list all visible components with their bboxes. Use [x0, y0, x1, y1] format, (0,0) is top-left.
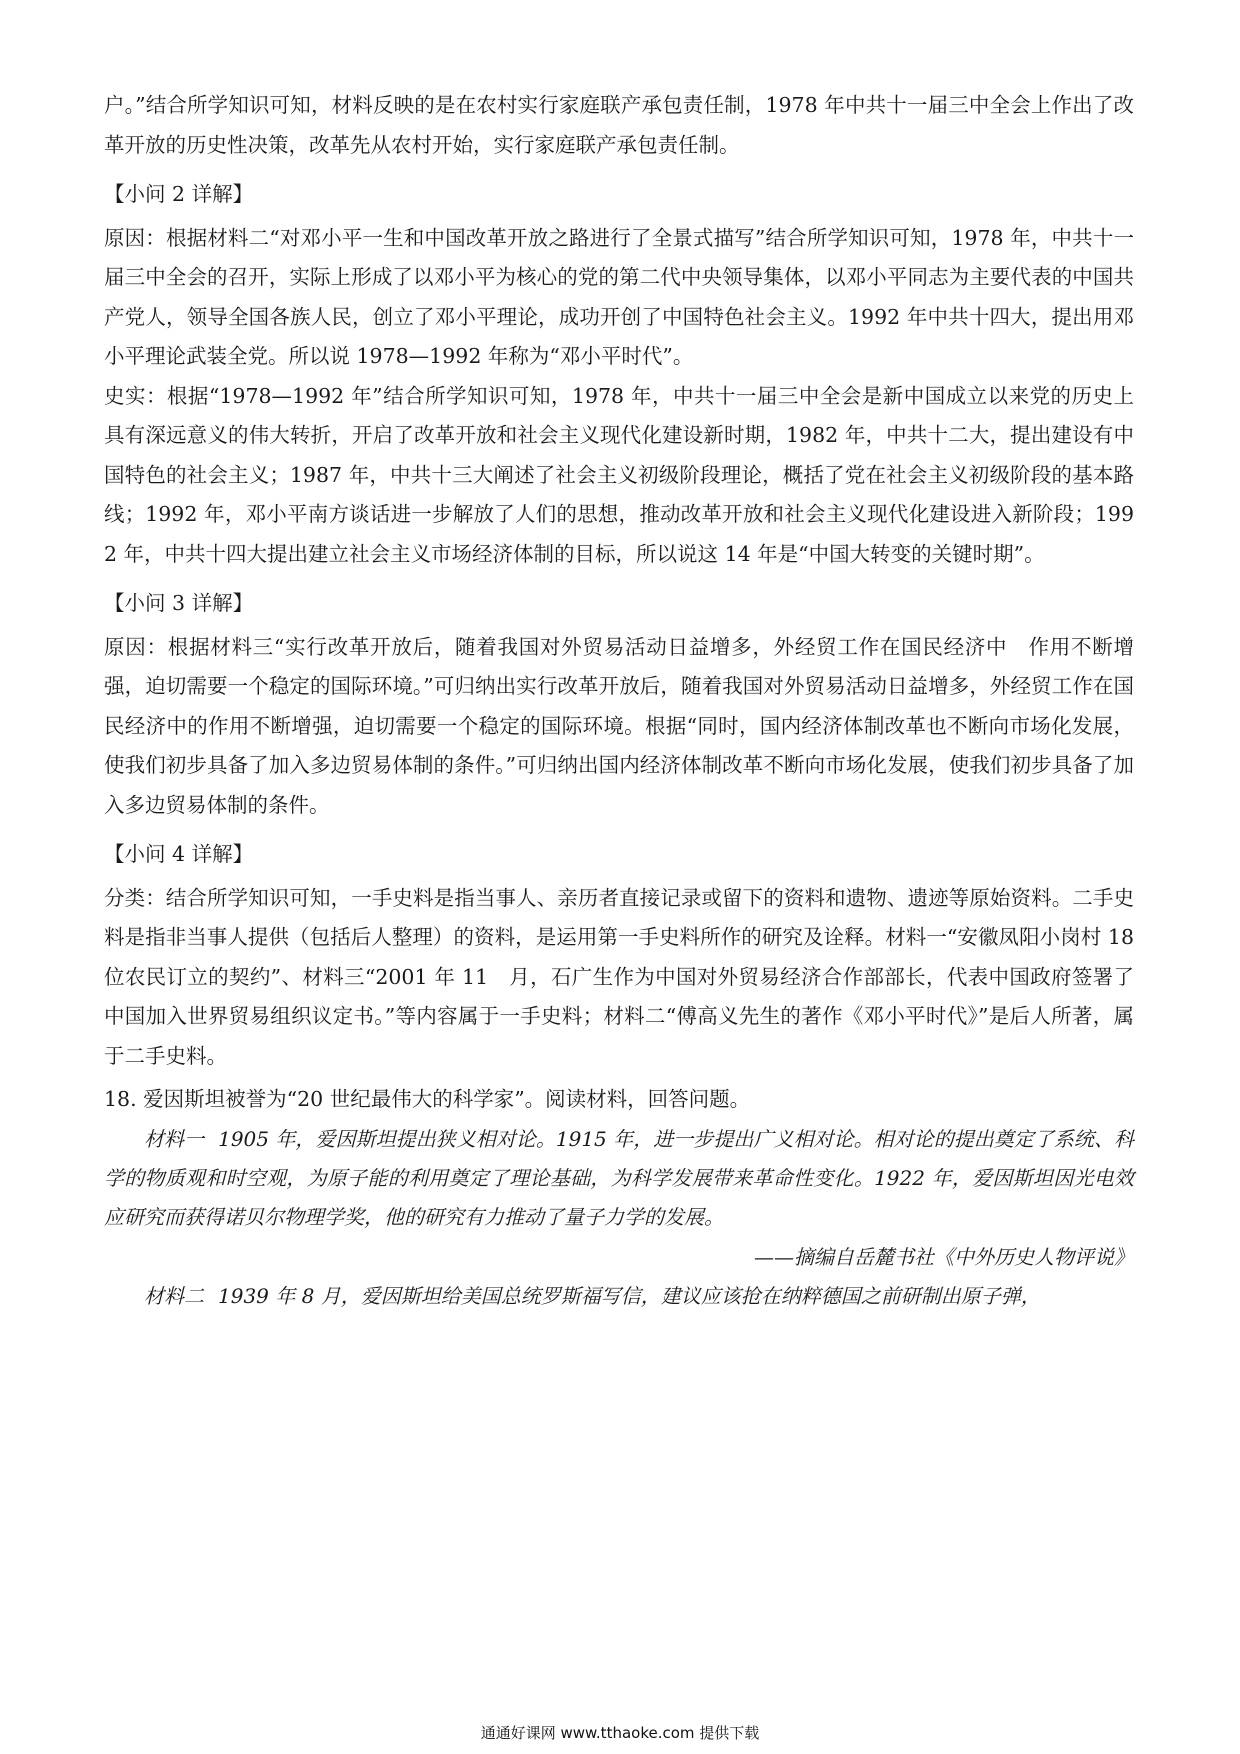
sub-question-4-heading: 【小问 4 详解】 — [104, 842, 254, 866]
question-18-stem: 18. 爱因斯坦被誉为“20 世纪最伟大的科学家”。阅读材料，回答问题。 — [104, 1087, 751, 1111]
material-1-source: ——摘编自岳麓书社《中外历史人物评说》 — [754, 1244, 1134, 1269]
answer-paragraph-facts-2: 史实：根据“1978—1992 年”结合所学知识可知，1978 年，中共十一届三中全会是新中国成立以来党的历史上具有深远意义的伟大转折，开启了改革开放和社会主义现代化建设新时期，1982 年，中共十二大，提出建设有中国特色的社会主义；1987 年，中共十三大阐述了社会主义初级阶段理论，概括了党在社会主义初级阶段的基本路线；1992 年，邓小平南方谈话进一步解放了人们的思想，推动改革开放和社会主义现代化建设进入新阶段；1992 年，中共十四大提出建立社会主义市场经济体制的目标，所以说这 14 年是“中国大转变的关键时期”。 — [104, 383, 1134, 566]
material-1-label: 材料一 — [144, 1126, 205, 1151]
answer-paragraph-1-continued: 户。”结合所学知识可知，材料反映的是在农村实行家庭联产承包责任制，1978 年中共十一届三中全会上作出了改革开放的历史性决策，改革先从农村开始，实行家庭联产承包责任制。 — [104, 93, 1134, 157]
answer-paragraph-reason-3: 原因：根据材料三“实行改革开放后，随着我国对外贸易活动日益增多，外经贸工作在国民经济中 作用不断增强，迫切需要一个稳定的国际环境。”可归纳出实行改革开放后，随着我国对外贸易活动日益增多，外经贸工作在国民经济中的作用不断增强，迫切需要一个稳定的国际环境。根据“同时，国内经济体制改革也不断向市场化发展，使我们初步具备了加入多边贸易体制的条件。”可归纳出国内经济体制改革不断向市场化发展，使我们初步具备了加入多边贸易体制的条件。 — [104, 634, 1134, 817]
answer-paragraph-reason-2: 原因：根据材料二“对邓小平一生和中国改革开放之路进行了全景式描写”结合所学知识可知，1978 年，中共十一届三中全会的召开，实际上形成了以邓小平为核心的党的第二代中央领导集体，以邓小平同志为主要代表的中国共产党人，领导全国各族人民，创立了邓小平理论，成功开创了中国特色社会主义。1992 年中共十四大，提出用邓小平理论武装全党。所以说 1978—1992 年称为“邓小平时代”。 — [104, 225, 1134, 368]
page-footer: 通通好课网 www.tthaoke.com 提供下载 — [480, 1724, 760, 1742]
material-2-text: 1939 年 8 月，爱因斯坦给美国总统罗斯福写信，建议应该抢在纳粹德国之前研制出原子弹， — [218, 1283, 1041, 1308]
document-body — [104, 86, 1134, 1316]
sub-question-3-heading: 【小问 3 详解】 — [104, 591, 254, 615]
material-2 — [104, 1277, 1134, 1316]
material-1 — [104, 1120, 1134, 1237]
answer-paragraph-classification-4: 分类：结合所学知识可知，一手史料是指当事人、亲历者直接记录或留下的资料和遗物、遗迹等原始资料。二手史料是指非当事人提供（包括后人整理）的资料，是运用第一手史料所作的研究及诠释。材料一“安徽凤阳小岗村 18 位农民订立的契约”、材料三“2001 年 11 月，石广生作为中国对外贸易经济合作部部长，代表中国政府签署了中国加入世界贸易组织议定书。”等内容属于一手史料；材料二“傅高义先生的著作《邓小平时代》”是后人所著，属于二手史料。 — [104, 885, 1134, 1068]
material-1-text: 1905 年，爱因斯坦提出狭义相对论。1915 年，进一步提出广义相对论。相对论的提出奠定了系统、科学的物质观和时空观，为原子能的利用奠定了理论基础，为科学发展带来革命性变化。1922 年，爱因斯坦因光电效应研究而获得诺贝尔物理学奖，他的研究有力推动了量子力学的发展。 — [104, 1126, 1135, 1229]
sub-question-2-heading: 【小问 2 详解】 — [104, 182, 254, 206]
material-2-label: 材料二 — [144, 1283, 204, 1308]
